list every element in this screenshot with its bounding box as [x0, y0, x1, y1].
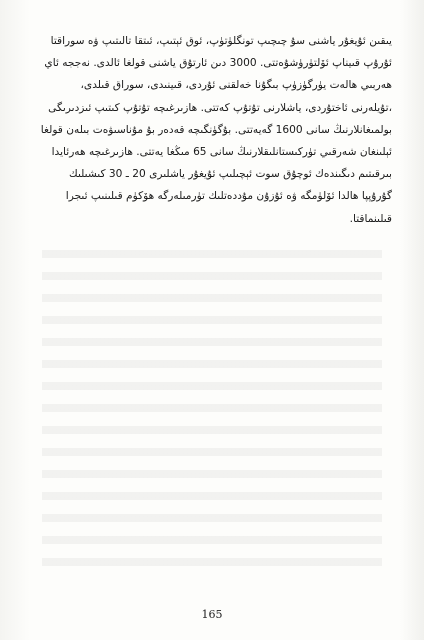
page-number: 165: [201, 608, 223, 621]
text-line: بىرقىتىم دىگىندەك ئوچۇق سوت ئېچىلىپ ئۇيغۇر ياشلىرى 20 ـ 30 كىشىلىك: [69, 168, 392, 181]
text-line: ئېلىنغان شەرقىي تۈركىستانلىقلارنىڭ سانى 65 مىڭغا يەتتى. ھازىرغىچە ھەرئايدا: [51, 145, 392, 158]
text-line: ھەربىي ھالەت يۈرگۈزۈپ بىگۇنا خەلقنى ئۇردى، قىينىدى، سوراق قىلدى،: [80, 79, 392, 92]
text-line: ئۇرۇپ قىيناپ ئۆلتۈرۈشۇەتتى. 3000 دىن ئارتۇق ياشنى قولغا ئالدى. نەججە ئاي: [44, 57, 392, 70]
body-paragraph: [36, 30, 392, 230]
text-line: قىلىنماقتا.: [349, 212, 392, 225]
show-through-text: [42, 238, 382, 578]
text-line: گۇرۇپپا ھالدا ئۆلۈمگە ۋە ئۇزۇن مۇددەتلىك تۈرمىلەرگە ھۆكۈم قىلىنىپ ئىجرا: [65, 190, 392, 203]
text-line: بولمىغانلارنىڭ سانى 1600 گەيەتتى. بۇگۈنگىچە قەدەر بۇ مۇناسىۋەت بىلەن قولغا: [40, 123, 392, 136]
text-line: يىقىن ئۇيغۇر ياشنى سۇ چىچىپ تونگلۈتۈپ، ئوق ئېتىپ، ئىتقا تالىتىپ ۋە سوراقتا: [50, 35, 392, 47]
text-line: ،تۇيلەرنى ئاختۇردى، ياشلارنى تۇتۇپ كەتتى. ھازىرغىچە تۇتۇپ كىتىپ ئىزدىرىگى: [48, 101, 392, 114]
